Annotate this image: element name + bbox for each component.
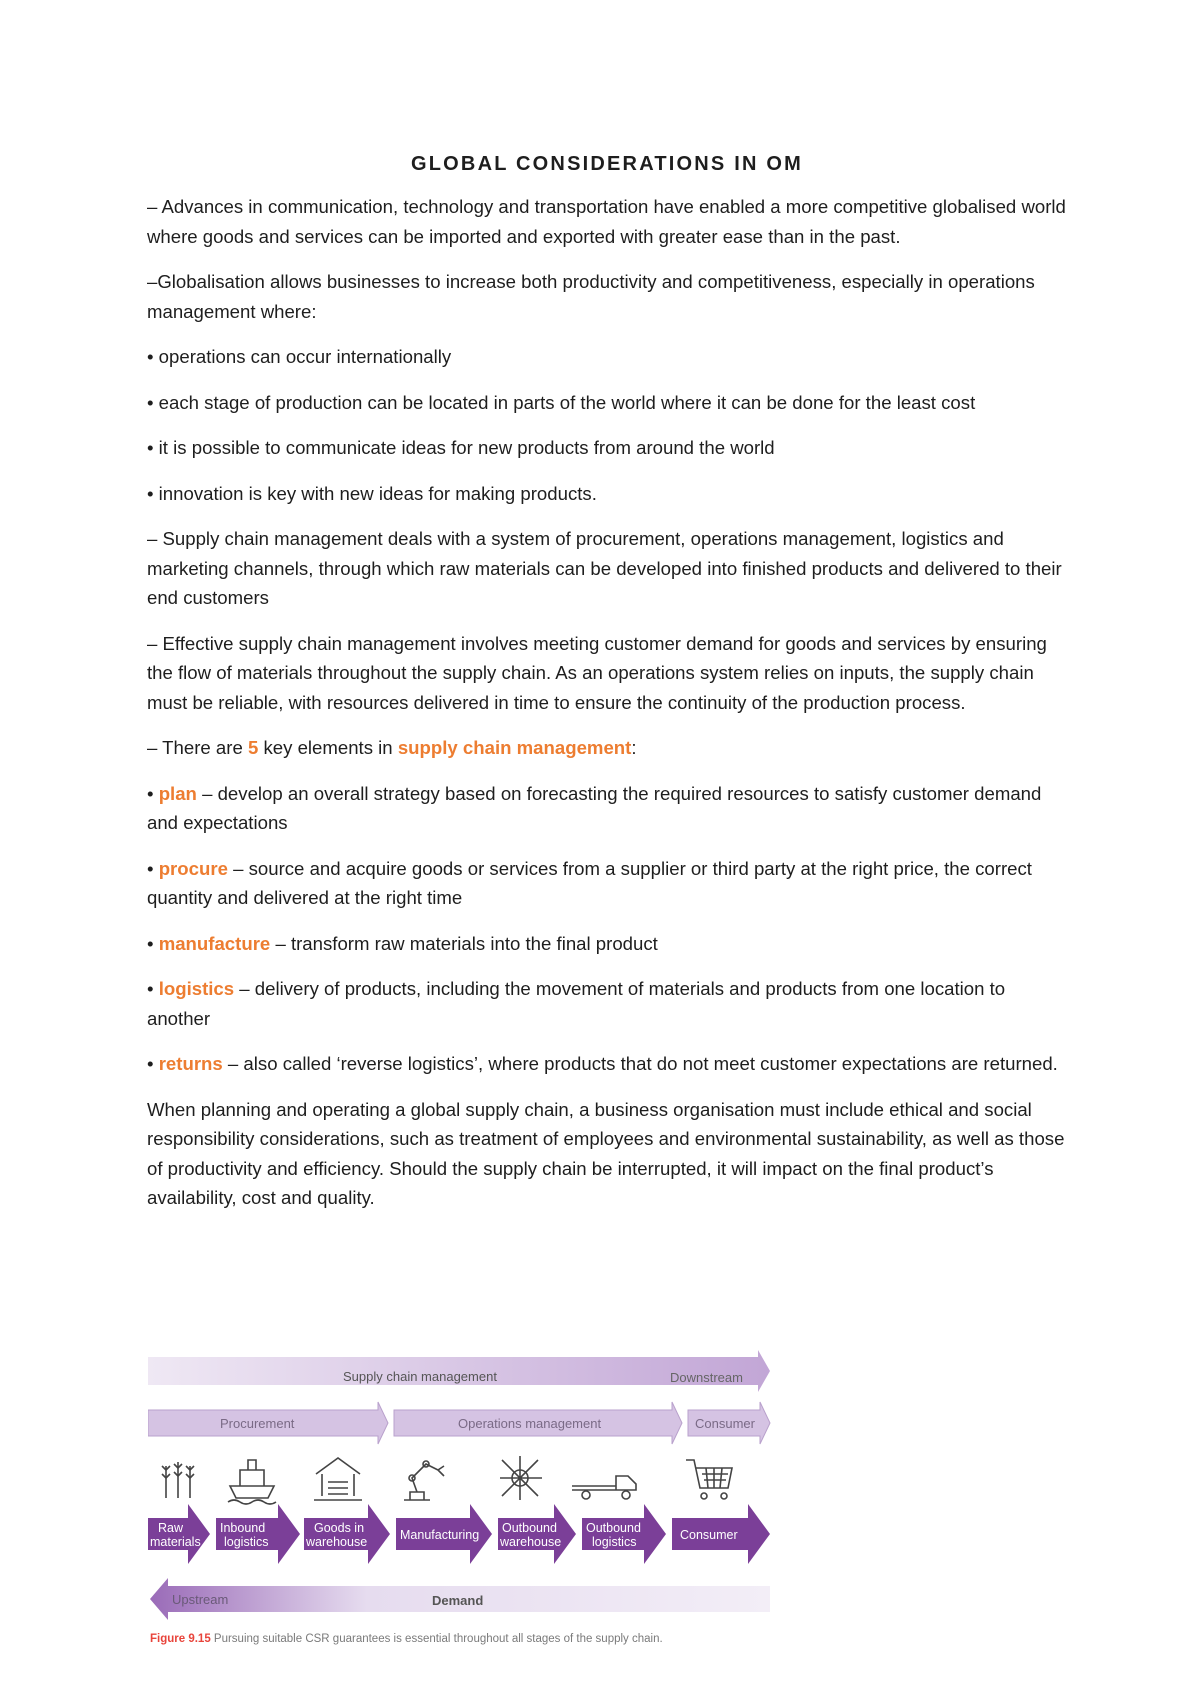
key-elements-number: 5 (247, 737, 259, 758)
figure-caption-text: Pursuing suitable CSR guarantees is essential throughout all stages of the supply chain. (210, 1633, 663, 1645)
robot-arm-icon (404, 1461, 444, 1500)
warehouse-icon (314, 1458, 362, 1500)
upstream-label: Upstream (172, 1592, 229, 1607)
stage-raw-label-1: Raw (158, 1521, 184, 1535)
top-arrow-label: Supply chain management (343, 1369, 497, 1384)
figure-caption-label: Figure 9.15 (150, 1633, 211, 1645)
element-plan-text: – develop an overall strategy based on forecasting the required resources to satisfy customer demand and expectations (147, 782, 1042, 833)
stage-manufacturing-label: Manufacturing (400, 1528, 480, 1542)
downstream-label: Downstream (670, 1370, 743, 1385)
stage-outbound-wh-label-2: warehouse (500, 1535, 562, 1549)
element-returns-text: – also called ‘reverse logistics’, where products that do not meet customer expectations are returned. (222, 1053, 1058, 1074)
consumer-top-label: Consumer (695, 1416, 755, 1431)
network-icon (500, 1456, 542, 1500)
element-logistics-term: logistics (158, 978, 235, 999)
stage-inbound-label-2: logistics (224, 1535, 269, 1549)
truck-icon (572, 1476, 636, 1499)
supply-chain-diagram (148, 1350, 778, 1630)
document-body (147, 150, 1067, 1229)
stage-outbound-log-label-1: Outbound (586, 1521, 641, 1535)
bullet-least-cost: • each stage of production can be located in parts of the world where it can be done for the least cost (147, 391, 976, 413)
wheat-icon (162, 1462, 194, 1498)
paragraph-key-elements (147, 733, 1067, 763)
element-logistics: • logistics – delivery of products, including the movement of materials and products from one location to another (147, 978, 1006, 1029)
element-manufacture-term: manufacture (158, 932, 271, 954)
demand-label: Demand (432, 1593, 484, 1608)
figure-caption (150, 1633, 663, 1645)
shopping-cart-icon (686, 1460, 732, 1499)
element-returns: • returns – also called ‘reverse logistics’, where products that do not meet customer expectations are returned. (147, 1053, 1058, 1074)
element-plan: • plan – develop an overall strategy based on forecasting the required resources to satisfy customer demand and expectations (147, 782, 1042, 833)
bullet-international: • operations can occur internationally (147, 346, 452, 367)
stage-outbound-wh-label-1: Outbound (502, 1521, 557, 1535)
key-elements-pre: – There are (147, 737, 248, 758)
bullet-communicate: • it is possible to communicate ideas for new products from around the world (147, 437, 775, 458)
procurement-label: Procurement (220, 1416, 295, 1431)
element-plan-term: plan (158, 782, 197, 804)
stage-consumer-label: Consumer (680, 1528, 738, 1542)
ship-icon (228, 1460, 276, 1504)
element-manufacture: • manufacture – transform raw materials into the final product (147, 932, 658, 954)
paragraph-supply-chain: – Supply chain management deals with a system of procurement, operations management, logistics and marketing channels, through which raw materials can be developed into finished products and delivered to their end customers (147, 528, 1062, 608)
element-procure-term: procure (158, 857, 228, 879)
key-elements-term: supply chain management (397, 737, 632, 758)
element-procure-text: – source and acquire goods or services from a supplier or third party at the right price, the correct quantity and delivered at the right time (147, 857, 1032, 908)
paragraph-global-supply-chain: When planning and operating a global supply chain, a business organisation must include ethical and social responsibility considerations, such as treatment of employees and environmental sustainability, as well as those of productivity and efficiency. Should the supply chain be interrupted, it will impact on the final product’s availability, cost and quality. (147, 1098, 1065, 1208)
stage-inbound-label-1: Inbound (220, 1521, 266, 1535)
paragraph-advances: – Advances in communication, technology and transportation have enabled a more competitive globalised world where goods and services can be imported and exported with greater ease than in the past. (147, 196, 1066, 247)
supply-chain-figure (148, 1350, 778, 1650)
element-returns-term: returns (158, 1053, 223, 1074)
operations-label: Operations management (458, 1416, 602, 1431)
key-elements-mid: key elements in (258, 737, 398, 758)
paragraph-effective-scm: – Effective supply chain management involves meeting customer demand for goods and services by ensuring the flow of materials throughout the supply chain. As an operations system relies on inputs, the supply chain must be reliable, with resources delivered in time to ensure the continuity of the production process. (147, 632, 1047, 713)
page-title: GLOBAL CONSIDERATIONS IN OM (411, 153, 803, 175)
key-elements-post: : (631, 737, 637, 758)
stage-outbound-log-label-2: logistics (592, 1535, 637, 1549)
stage-raw-label-2: materials (150, 1535, 201, 1549)
stage-goods-label-1: Goods in (314, 1521, 365, 1535)
paragraph-globalisation: –Globalisation allows businesses to increase both productivity and competitiveness, especially in operations management where: (147, 271, 1035, 322)
element-manufacture-text: – transform raw materials into the final product (270, 932, 658, 954)
element-logistics-text: – delivery of products, including the movement of materials and products from one location to another (147, 978, 1006, 1029)
element-procure: • procure – source and acquire goods or services from a supplier or third party at the right price, the correct quantity and delivered at the right time (147, 857, 1032, 908)
bullet-innovation: • innovation is key with new ideas for making products. (147, 482, 597, 504)
stage-goods-label-2: warehouse (306, 1535, 368, 1549)
